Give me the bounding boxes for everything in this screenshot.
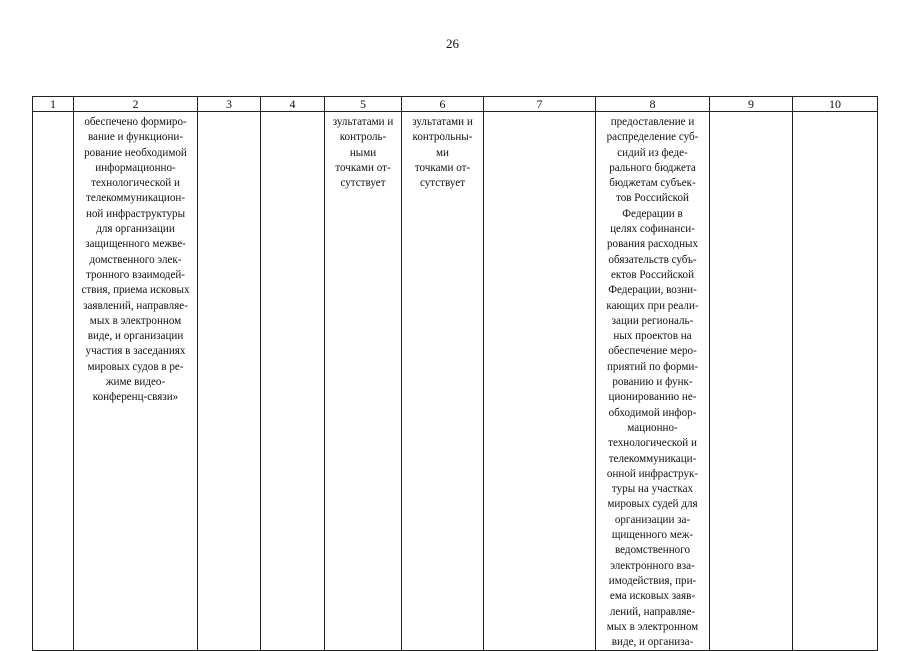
cell-text-line: тов Российской	[616, 192, 689, 205]
cell-text-line: онной инфраструк-	[606, 467, 699, 480]
cell-text-line: обязательств субъ-	[608, 253, 697, 266]
cell-text-line: приятий по форми-	[606, 360, 699, 373]
cell-text-line: технологической и	[608, 437, 697, 450]
cell-text-line: ными	[349, 146, 377, 159]
cell-text-line: распределение суб-	[606, 131, 699, 144]
cell-text-line: для организации	[96, 223, 175, 236]
cell-col-4	[261, 112, 325, 651]
cell-col-3	[198, 112, 261, 651]
cell-text-line: зультатами и	[412, 116, 473, 128]
cell-text-line: информационно-	[95, 161, 176, 174]
column-header-6: 6	[402, 97, 484, 112]
cell-text-line: мых в электронном	[89, 314, 182, 327]
cell-text-line: предоставление и	[610, 116, 695, 128]
column-header-8: 8	[596, 97, 710, 112]
cell-text-line: телекоммуникаци-	[608, 452, 697, 465]
cell-text-line: конференц-связи»	[92, 391, 179, 404]
cell-text-line: домственного элек-	[89, 253, 182, 266]
cell-text-line: обходимой инфор-	[608, 406, 697, 419]
cell-text-line: целях софинанси-	[610, 223, 695, 236]
cell-col-6	[402, 112, 484, 651]
cell-text-line: организации за-	[614, 513, 691, 526]
cell-text-line: ми	[436, 146, 449, 159]
cell-text-line: мировых судей для	[607, 498, 698, 511]
cell-text-line: лений, направляе-	[609, 605, 696, 618]
cell-text-line: сутствует	[340, 177, 386, 190]
cell-text-line: жиме видео-	[105, 376, 166, 389]
cell-col-7	[484, 112, 596, 651]
cell-text-line: ной инфраструктуры	[85, 207, 186, 220]
cell-text-line: мационно-	[627, 421, 678, 434]
cell-col-10	[793, 112, 878, 651]
cell-text-line: кающих при реали-	[606, 299, 699, 312]
cell-text-line: бюджетам субъек-	[609, 177, 696, 190]
cell-text-line: контрольны-	[412, 131, 473, 144]
cell-text-line: рального бюджета	[609, 161, 696, 174]
cell-text-line: мировых судов в ре-	[87, 360, 184, 373]
cell-text-line: имодействия, при-	[608, 574, 697, 587]
column-header-7: 7	[484, 97, 596, 112]
cell-text-line: точками от-	[414, 161, 471, 174]
cell-text-line: рования расходных	[606, 238, 699, 251]
column-header-4: 4	[261, 97, 325, 112]
cell-col-8	[596, 112, 710, 651]
cell-text-line: телекоммуникацион-	[85, 192, 186, 205]
cell-text-line: заявлений, направляе-	[83, 299, 188, 312]
cell-col-1	[33, 112, 74, 651]
cell-text-line: зультатами и	[332, 116, 394, 128]
cell-text-line: электронного вза-	[610, 559, 695, 572]
cell-text-line: вание и функциони-	[87, 131, 184, 144]
cell-text-line: ектов Российской	[610, 268, 695, 281]
column-header-1: 1	[33, 97, 74, 112]
cell-text-line: ных проектов на	[613, 330, 692, 343]
cell-col-2	[74, 112, 198, 651]
cell-text-line: обеспечено формиро-	[84, 116, 187, 128]
header-row	[33, 97, 878, 112]
cell-text-line: участия в заседаниях	[85, 345, 186, 358]
cell-text-line: технологической и	[91, 177, 180, 190]
document-table	[32, 96, 878, 651]
cell-text-line: мых в электронном	[606, 620, 699, 633]
cell-col-5	[325, 112, 402, 651]
column-header-10: 10	[793, 97, 878, 112]
cell-text-line: виде, и организа-	[611, 636, 694, 649]
cell-text-line: сутствует	[419, 177, 466, 190]
cell-text-line: тронного взаимодей-	[85, 268, 186, 281]
column-header-5: 5	[325, 97, 402, 112]
cell-text-line: Федерации в	[622, 207, 683, 220]
cell-text-line: сидий из феде-	[617, 146, 688, 159]
column-header-3: 3	[198, 97, 261, 112]
page-number: 26	[446, 36, 459, 51]
cell-text-line: Федерации, возни-	[608, 284, 697, 297]
cell-text-line: защищенного межве-	[85, 238, 186, 251]
cell-text-line: ведомственного	[614, 544, 691, 557]
cell-text-line: ствия, приема исковых	[81, 284, 190, 297]
table-row	[33, 112, 878, 651]
column-header-9: 9	[710, 97, 793, 112]
cell-text-line: туры на участках	[611, 483, 694, 496]
cell-text-line: рование необходимой	[84, 146, 187, 159]
cell-text-line: зации региональ-	[611, 314, 694, 327]
cell-text-line: точками от-	[335, 161, 391, 174]
cell-text-line: ционированию не-	[608, 391, 697, 404]
cell-text-line: виде, и организации	[87, 330, 184, 343]
cell-text-line: щищенного меж-	[611, 529, 694, 542]
cell-text-line: контроль-	[339, 131, 387, 144]
cell-text-line: ема исковых заяв-	[609, 590, 696, 603]
cell-col-9	[710, 112, 793, 651]
cell-text-line: рованию и функ-	[612, 376, 693, 389]
cell-text-line: обеспечение меро-	[608, 345, 697, 358]
column-header-2: 2	[74, 97, 198, 112]
